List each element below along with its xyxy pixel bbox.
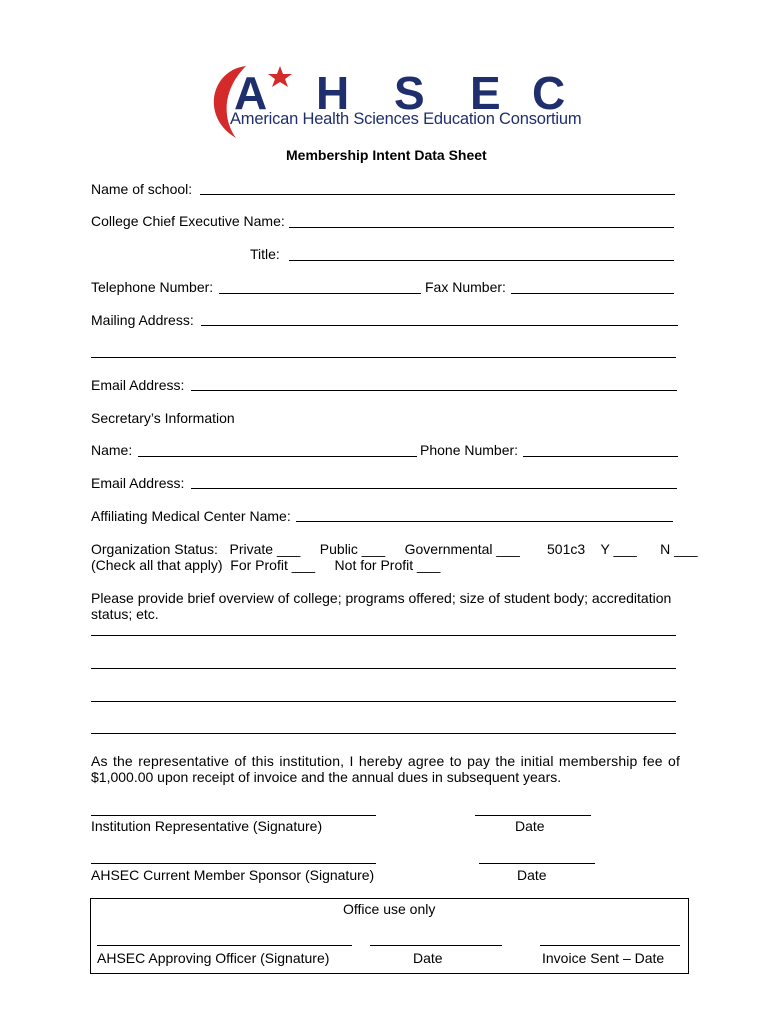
secretary-phone-label: Phone Number: [420, 442, 519, 458]
agreement-line-1: As the representative of this institution, I hereby agree to pay the initial membership fee of [91, 753, 680, 769]
logo-letter-e: E [470, 67, 501, 119]
affiliating-label: Affiliating Medical Center Name: [91, 508, 291, 524]
invoice-sent-label: Invoice Sent – Date [542, 950, 665, 966]
logo-letter-s: S [394, 67, 425, 119]
affiliating-field[interactable] [296, 521, 673, 522]
telephone-label: Telephone Number: [91, 279, 214, 295]
sponsor-signature-field[interactable] [91, 863, 376, 864]
agreement-line-2: $1,000.00 upon receipt of invoice and the annual dues in subsequent years. [91, 769, 562, 785]
office-use-label: Office use only [343, 901, 436, 917]
overview-field-line-1[interactable] [91, 635, 676, 636]
fax-label: Fax Number: [425, 279, 506, 295]
overview-field-line-3[interactable] [91, 701, 676, 702]
secretary-name-field[interactable] [138, 456, 417, 457]
fax-field[interactable] [511, 293, 674, 294]
org-status-line-2[interactable]: (Check all that apply) For Profit ___ Not for Profit ___ [91, 557, 441, 573]
institution-rep-signature-label: Institution Representative (Signature) [91, 818, 323, 834]
approving-officer-signature-field[interactable] [97, 945, 352, 946]
date-label-2: Date [517, 867, 547, 883]
secretary-email-label: Email Address: [91, 475, 185, 491]
mailing-label: Mailing Address: [91, 312, 194, 328]
name-of-school-label: Name of school: [91, 181, 193, 197]
overview-prompt-line-2: status; etc. [91, 606, 159, 622]
logo-letter-a: A [234, 67, 268, 119]
date-field-2[interactable] [479, 863, 595, 864]
mailing-field[interactable] [201, 325, 678, 326]
institution-rep-signature-field[interactable] [91, 815, 376, 816]
agreement-text [91, 753, 680, 785]
logo-letter-h: H [316, 67, 350, 119]
overview-field-line-2[interactable] [91, 668, 676, 669]
title-field[interactable] [289, 260, 674, 261]
logo-name: American Health Sciences Education Consortium [230, 110, 582, 128]
email-field[interactable] [191, 390, 677, 391]
approving-officer-label: AHSEC Approving Officer (Signature) [97, 950, 330, 966]
date-field-1[interactable] [475, 815, 591, 816]
telephone-field[interactable] [219, 293, 421, 294]
name-of-school-field[interactable] [200, 194, 675, 195]
logo-letter-c: C [532, 67, 566, 119]
date-label-3: Date [413, 950, 443, 966]
secretary-name-label: Name: [91, 442, 133, 458]
overview-prompt-line-1: Please provide brief overview of college; programs offered; size of student body; accreditation [91, 590, 672, 606]
date-field-3[interactable] [370, 945, 502, 946]
mailing-field-line-2[interactable] [91, 357, 676, 358]
secretary-phone-field[interactable] [523, 456, 678, 457]
chief-exec-label: College Chief Executive Name: [91, 213, 285, 229]
title-label: Title: [250, 246, 280, 262]
overview-field-line-4[interactable] [91, 733, 676, 734]
sponsor-signature-label: AHSEC Current Member Sponsor (Signature) [91, 867, 375, 883]
secretary-email-field[interactable] [191, 488, 677, 489]
form-title: Membership Intent Data Sheet [286, 147, 487, 163]
secretary-heading: Secretary’s Information [91, 410, 235, 426]
email-label: Email Address: [91, 377, 185, 393]
invoice-sent-field[interactable] [540, 945, 680, 946]
org-status-line-1[interactable]: Organization Status: Private ___ Public ___ Governmental ___ 501c3 Y ___ N ___ [91, 541, 698, 557]
chief-exec-field[interactable] [289, 227, 674, 228]
date-label-1: Date [515, 818, 545, 834]
ahsec-logo [206, 62, 582, 144]
